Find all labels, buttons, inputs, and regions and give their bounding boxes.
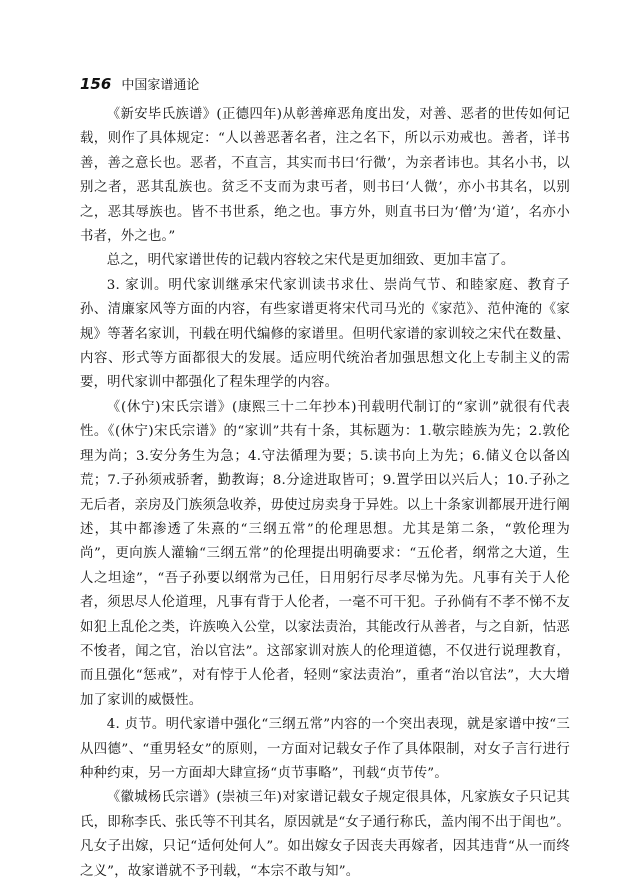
paragraph-huicheng-yang-genealogy: 《徽城杨氏宗谱》(崇祯三年)对家谱记载女子规定很具体，凡家族女子只记其氏，即称李氏、张氏等不刊其名，原因就是“女子通行称氏，盖内闱不出于闺也”。凡女子出嫁，只记“适何处何人”。如出嫁女子因丧夫再嫁者，因其违背“从一而终之义”，故家谱就不予刊载，“本宗不敢与知”。 xyxy=(80,790,570,879)
body-text xyxy=(80,103,570,884)
paragraph-summary: 总之，明代家谱世传的记载内容较之宋代是更加细致、更加丰富了。 xyxy=(106,253,515,269)
paragraph-xinan-bi-genealogy: 《新安毕氏族谱》(正德四年)从彰善瘅恶角度出发，对善、恶者的世传如何记载，则作了具体规定：“人以善恶著名者，注之名下，所以示劝戒也。善者，详书善，善之意长也。恶者，不直言，其实而书曰‘行微’，为亲者讳也。其名小书，以别之者，恶其乱族也。贫乏不支而为隶丐者，则书曰‘人微’，亦小书其名，以别之，恶其辱族也。皆不书世系，绝之也。事方外，则直书曰为‘僧’为‘道’，名亦小书者，外之也。” xyxy=(80,107,570,245)
page-header xyxy=(80,74,199,94)
paragraph-family-instructions: 3. 家训。明代家训继承宋代家训读书求仕、崇尚气节、和睦家庭、教育子孙、清廉家风等方面的内容，有些家谱更将宋代司马光的《家范》、范仲淹的《家规》等著名家训，刊载在明代编修的家谱里。但明代家谱的家训较之宋代在数量、内容、形式等方面都很大的发展。适应明代统治者加强思想文化上专制主义的需要，明代家训中都强化了程朱理学的内容。 xyxy=(80,277,570,391)
paragraph-chastity: 4. 贞节。明代家谱中强化“三纲五常”内容的一个突出表现，就是家谱中按“三从四德”、“重男轻女”的原则，一方面对记载女子作了具体限制，对女子言行进行种种约束，另一方面却大肆宣扬“贞节事略”，刊载“贞节传”。 xyxy=(80,717,570,781)
running-title: 中国家谱通论 xyxy=(121,78,200,93)
page-number: 156 xyxy=(80,75,112,93)
paragraph-song-genealogy-instructions: 《(休宁)宋氏宗谱》(康熙三十二年抄本)刊载明代制订的“家训”就很有代表性。《(休宁)宋氏宗谱》的“家训”共有十条，其标题为：1.敬宗睦族为先；2.敦伦理为尚；3.安分务生为急；4.守法循理为要；5.读书向上为先；6.储义仓以备凶荒；7.子孙须戒骄奢，勤教诲；8.分途进取皆可；9.置学田以兴后人；10.子孙之无后者，亲房及门族须急收养，毋使过房卖身于异姓。以上十条家训都展开进行阐述，其中都渗透了朱熹的“三纲五常”的伦理思想。尤其是第二条，“敦伦理为尚”，更向族人灌输“三纲五常”的伦理提出明确要求：“五伦者，纲常之大道，生人之坦途”，“吾子孙要以纲常为己任，日用躬行尽孝尽悌为先。凡事有关于人伦者，须思尽人伦道理，凡事有背于人伦者，一毫不可干犯。子孙倘有不孝不悌不友如犯上乱伦之类，许族唤入公堂，以家法责治，其能改行从善者，与之自新，怙恶不悛者，闻之官，治以官法”。这部家训对族人的伦理道德，不仅进行说理教育，而且强化“惩戒”，对有悖于人伦者，轻则“家法责治”，重者“治以官法”，大大增加了家训的威慑性。 xyxy=(80,399,570,708)
